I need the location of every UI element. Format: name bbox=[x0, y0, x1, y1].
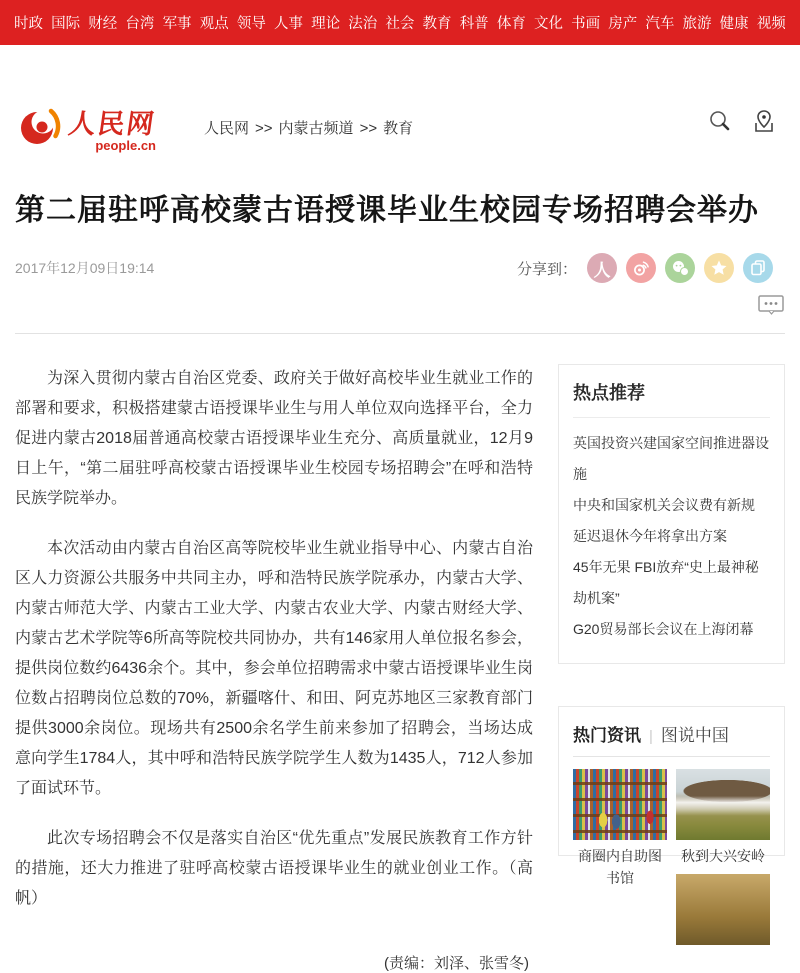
people-glyph: 人 bbox=[593, 260, 611, 280]
nav-item-jiaoyu[interactable]: 教育 bbox=[422, 16, 452, 32]
hot-link-4[interactable]: 45年无果 FBI放弃“史上最神秘劫机案” bbox=[573, 559, 759, 606]
location-icon[interactable] bbox=[751, 109, 777, 135]
breadcrumb-separator: >> bbox=[255, 119, 273, 137]
people-cn-logo[interactable] bbox=[15, 102, 156, 153]
nav-item-shipin[interactable]: 视频 bbox=[756, 16, 786, 32]
article-paragraph: 此次专场招聘会不仅是落实自治区“优先重点”发展民族教育工作方针的措施，还大力推进了驻呼高校蒙古语授课毕业生的就业创业工作。（高帆） bbox=[15, 830, 533, 907]
nav-item-lingdao[interactable]: 领导 bbox=[236, 16, 266, 32]
article-paragraph: 为深入贯彻内蒙古自治区党委、政府关于做好高校毕业生就业工作的部署和要求，积极搭建蒙古语授课毕业生与用人单位双向选择平台，全力促进内蒙古2018届普通高校蒙古语授课毕业生充分、高质量就业，12月9日上午，“第二届驻呼高校蒙古语授课毕业生校园专场招聘会”在呼和浩特民族学院举办。 bbox=[15, 370, 533, 507]
breadcrumb-separator: >> bbox=[359, 119, 378, 137]
list-item bbox=[573, 521, 770, 552]
next-photo-partial[interactable] bbox=[676, 874, 770, 945]
breadcrumb-home[interactable]: 人民网 bbox=[204, 119, 250, 137]
nav-item-lvyou[interactable]: 旅游 bbox=[682, 16, 712, 32]
nav-item-shuhua[interactable]: 书画 bbox=[571, 16, 601, 32]
nav-item-guoji[interactable]: 国际 bbox=[51, 16, 81, 32]
copy-link-icon[interactable] bbox=[743, 253, 773, 283]
nav-item-junshi[interactable]: 军事 bbox=[162, 16, 192, 32]
list-item bbox=[573, 614, 770, 645]
article-body bbox=[15, 364, 533, 973]
top-nav-bar bbox=[0, 0, 800, 45]
nav-item-guandian[interactable]: 观点 bbox=[199, 16, 229, 32]
article-paragraph: 本次活动由内蒙古自治区高等院校毕业生就业指导中心、内蒙古自治区人力资源公共服务中共同主办，呼和浩特民族学院承办，内蒙古大学、内蒙古师范大学、内蒙古工业大学、内蒙古农业大学、内蒙古财经大学、内蒙古艺术学院等6所高等院校共同协办，共有146家用人单位报名参会，提供岗位数约6436余个。其中，参会单位招聘需求中蒙古语授课毕业生岗位数占招聘岗位总数的70%，新疆喀什、和田、阿克苏地区三家教育部门提供3000余岗位。现场共有2500余名学生前来参加了招聘会，当场达成意向学生1784人，其中呼和浩特民族学院学生人数为1435人，712人参加了面试环节。 bbox=[15, 540, 533, 797]
comment-icon[interactable] bbox=[757, 293, 785, 317]
hot-recommend-title: 热点推荐 bbox=[573, 379, 770, 418]
hot-news-tab[interactable]: 热门资讯 bbox=[573, 726, 641, 745]
people-cn-logo-mark-icon bbox=[15, 102, 65, 152]
publish-date: 2017年12月09日19:14 bbox=[15, 260, 155, 276]
site-header bbox=[15, 95, 785, 159]
breadcrumb-channel[interactable]: 内蒙古频道 bbox=[278, 119, 354, 137]
photo-caption-autumn[interactable]: 秋到大兴安岭 bbox=[681, 848, 765, 864]
qzone-icon[interactable] bbox=[704, 253, 734, 283]
sidebar bbox=[558, 364, 785, 886]
library-photo[interactable] bbox=[573, 769, 667, 840]
nav-item-renshi[interactable]: 人事 bbox=[273, 16, 303, 32]
logo-domain-text: people.cn bbox=[95, 137, 156, 153]
hot-link-5[interactable]: G20贸易部长会议在上海闭幕 bbox=[573, 621, 754, 637]
nav-item-shehui[interactable]: 社会 bbox=[385, 16, 415, 32]
hot-recommend-box bbox=[558, 364, 785, 664]
hot-link-1[interactable]: 英国投资兴建国家空间推进器设施 bbox=[573, 435, 769, 482]
logo-chinese-text: 人民网 bbox=[66, 108, 158, 139]
wechat-icon[interactable] bbox=[665, 253, 695, 283]
nav-item-jiankang[interactable]: 健康 bbox=[719, 16, 749, 32]
share-buttons bbox=[587, 253, 773, 283]
nav-item-wenhua[interactable]: 文化 bbox=[533, 16, 563, 32]
share-to-label: 分享到： bbox=[516, 260, 577, 278]
autumn-mountain-photo[interactable] bbox=[676, 769, 770, 840]
hot-link-2[interactable]: 中央和国家机关会议费有新规 bbox=[573, 497, 755, 513]
search-icon[interactable] bbox=[707, 109, 733, 135]
list-item bbox=[573, 428, 770, 490]
article-meta-row bbox=[15, 253, 785, 283]
list-item bbox=[573, 490, 770, 521]
hot-news-picture-box bbox=[558, 706, 785, 886]
picture-china-tab[interactable]: 图说中国 bbox=[660, 726, 729, 745]
article-title: 第二届驻呼高校蒙古语授课毕业生校园专场招聘会举办 bbox=[15, 194, 759, 227]
nav-item-taiwan[interactable]: 台湾 bbox=[125, 16, 155, 32]
list-item bbox=[573, 552, 770, 614]
nav-item-fazhi[interactable]: 法治 bbox=[348, 16, 378, 32]
nav-item-caijing[interactable]: 财经 bbox=[88, 16, 118, 32]
nav-item-tiyu[interactable]: 体育 bbox=[496, 16, 526, 32]
nav-item-kepu[interactable]: 科普 bbox=[459, 16, 489, 32]
nav-item-shizheng[interactable]: 时政 bbox=[14, 16, 43, 32]
breadcrumb-section[interactable]: 教育 bbox=[383, 119, 414, 137]
nav-item-fangchan[interactable]: 房产 bbox=[608, 16, 638, 32]
tab-separator: | bbox=[649, 728, 653, 745]
weibo-icon[interactable] bbox=[626, 253, 656, 283]
logo-text bbox=[66, 102, 158, 153]
people-share-icon[interactable] bbox=[587, 253, 617, 283]
hot-link-3[interactable]: 延迟退休今年将拿出方案 bbox=[573, 528, 727, 544]
photo-caption-library[interactable]: 商圈内自助图书馆 bbox=[578, 848, 662, 886]
nav-item-qiche[interactable]: 汽车 bbox=[645, 16, 675, 32]
breadcrumb bbox=[204, 117, 413, 138]
nav-item-lilun[interactable]: 理论 bbox=[311, 16, 341, 32]
editor-credit: (责编：刘泽、张雪冬) bbox=[384, 955, 529, 972]
